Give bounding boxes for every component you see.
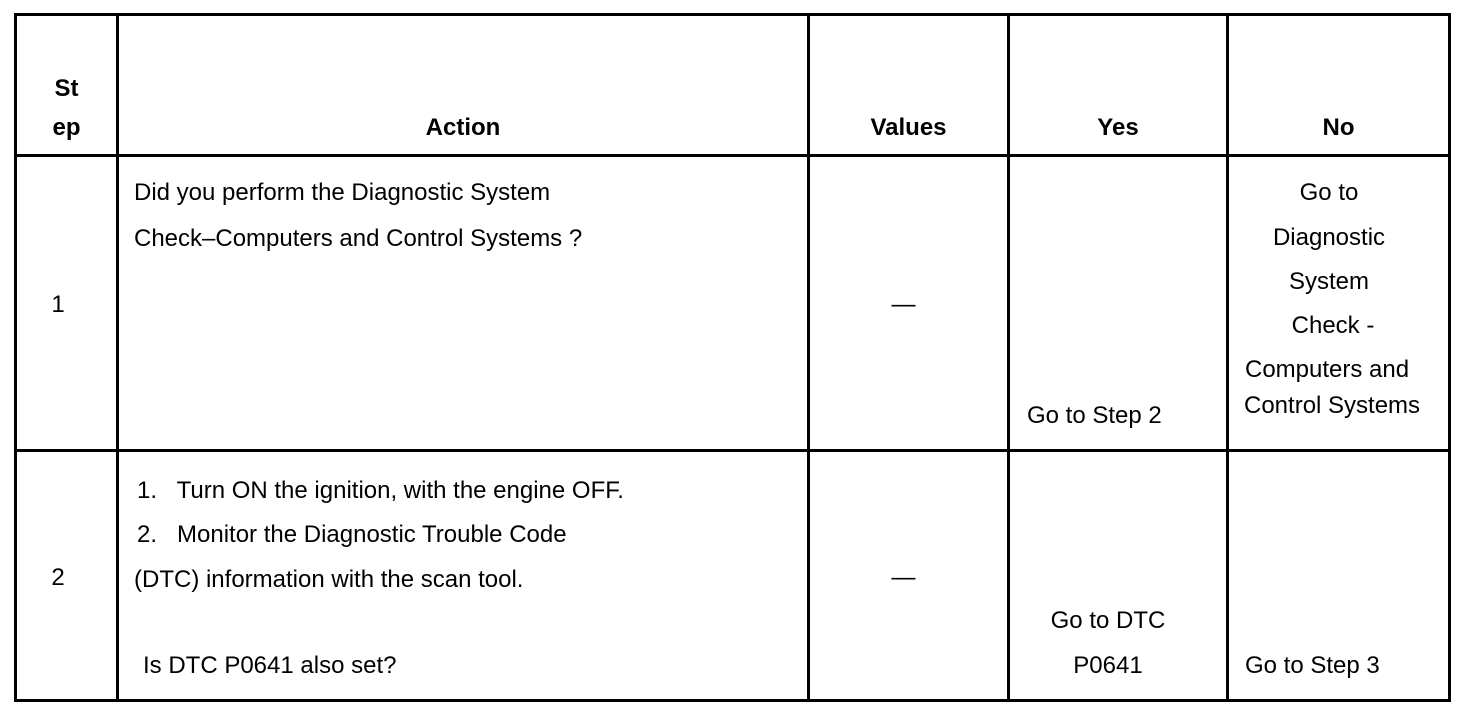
table-border-right bbox=[1448, 13, 1451, 702]
header-step-line1: St bbox=[54, 75, 79, 102]
no-text: Check - bbox=[1291, 312, 1375, 339]
header-step-line2: ep bbox=[52, 114, 81, 141]
yes-text: Go to DTC bbox=[1050, 607, 1166, 634]
yes-text: Go to Step 2 bbox=[1027, 402, 1162, 429]
value-text: — bbox=[891, 564, 916, 591]
yes-text: P0641 bbox=[1073, 652, 1143, 679]
action-text: Did you perform the Diagnostic System bbox=[134, 179, 551, 206]
no-text: Go to bbox=[1299, 179, 1359, 206]
step-number: 1 bbox=[51, 291, 65, 318]
table-border-bottom bbox=[14, 699, 1451, 702]
header-no: No bbox=[1322, 114, 1355, 141]
row-divider bbox=[14, 449, 1451, 452]
action-text: (DTC) information with the scan tool. bbox=[134, 566, 524, 593]
action-text: 1. Turn ON the ignition, with the engine OFF. bbox=[137, 477, 624, 504]
header-divider bbox=[14, 154, 1451, 157]
action-text: Check–Computers and Control Systems ? bbox=[134, 225, 583, 252]
no-text: System bbox=[1288, 268, 1369, 295]
no-text: Computers and bbox=[1245, 356, 1410, 383]
action-text: 2. Monitor the Diagnostic Trouble Code bbox=[137, 521, 567, 548]
header-yes: Yes bbox=[1097, 114, 1139, 141]
value-text: — bbox=[891, 291, 916, 318]
header-action: Action bbox=[425, 114, 501, 141]
action-text: Is DTC P0641 also set? bbox=[143, 652, 397, 679]
table-border-top bbox=[14, 13, 1451, 16]
no-text: Diagnostic bbox=[1272, 224, 1386, 251]
header-values: Values bbox=[870, 114, 947, 141]
step-number: 2 bbox=[51, 564, 65, 591]
no-text: Go to Step 3 bbox=[1245, 652, 1380, 679]
no-text: Control Systems bbox=[1244, 392, 1421, 419]
